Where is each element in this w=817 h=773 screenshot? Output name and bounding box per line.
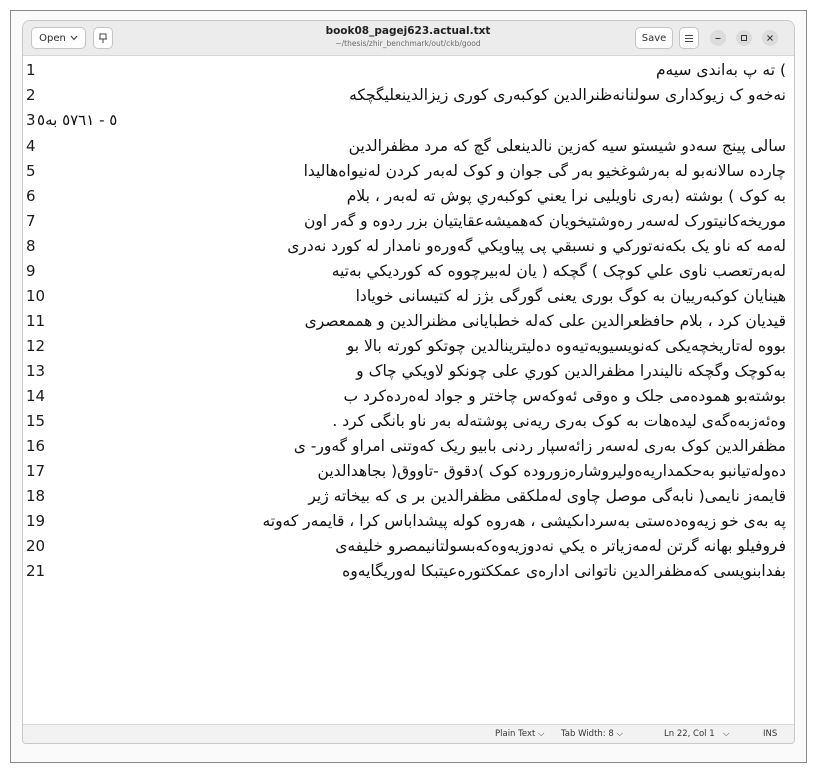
text-line — [23, 83, 794, 108]
line-number: 17 — [26, 462, 46, 480]
line-text: پە بەی خو زيەوەدەستی بەسرداىکيشی ، هەروە کولە پيشداباس کرا ، قايمەر کەوتە — [262, 512, 786, 530]
line-number: 15 — [26, 412, 46, 430]
tab-width-selector[interactable] — [561, 728, 623, 740]
line-number: 14 — [26, 387, 46, 405]
line-number: 18 — [26, 487, 46, 505]
line-text: چاردە سالانەبو لە بەرشوغخيو بەر گی جوان و کوک لەبەر کردن لەنيواەهاليدا — [303, 162, 786, 180]
line-number: 6 — [26, 187, 36, 205]
text-line — [23, 484, 794, 509]
file-path: ~/thesis/zhir_benchmark/out/ckb/good — [335, 39, 481, 48]
text-area[interactable] — [23, 56, 794, 725]
line-number: 9 — [26, 262, 36, 280]
cursor-position[interactable]: Ln 22, Col 1 — [664, 729, 715, 739]
line-text: وەئەزبەەگەی ليدەهات بە کوک بەری ريەنی پوشتەلە بەر ناو بانگی کرد . — [332, 412, 786, 430]
line-text: مظفرالدين کوک بەری لەسەر زائەسپار ردنی بابيو ريک کەوتنی امراو گەور- ی — [293, 437, 786, 455]
line-text: بوشتەبو همودەمی جلک و ەوقی ئەوکەس چاختر و جواد لەەردەکرد ب — [343, 387, 786, 405]
save-button[interactable]: Save — [635, 27, 673, 49]
open-button[interactable] — [31, 27, 86, 49]
text-editor-window — [22, 20, 795, 744]
text-line — [23, 534, 794, 559]
text-line — [23, 459, 794, 484]
chevron-down-icon — [70, 33, 78, 44]
line-text: بووە لەتاريخچەيکی کەنويسيويەتيەوە دەليترينالدين چوتکو کورتە بالا بو — [346, 337, 786, 355]
text-line — [23, 184, 794, 209]
line-text: لەبەرتعصب ناوی علي کوچک ) گچکە ( يان لەبيرچووه کە کورديکي بەتيه — [331, 262, 786, 280]
line-text: لەمە کە ناو يک بکەنەتورکي و نسبقي پی پياويکي گەورەو نامدار لە کورد نەدری — [287, 237, 786, 255]
text-line — [23, 359, 794, 384]
line-number: 2 — [26, 86, 36, 104]
text-line — [23, 58, 794, 83]
line-number: 5 — [26, 162, 36, 180]
text-line — [23, 234, 794, 259]
text-line — [23, 409, 794, 434]
text-line — [23, 509, 794, 534]
line-text: بە کوک ) بوشته (بەری ناويليی نرا يعني کوکبەري پوش تە لەبەر ، بلام — [346, 187, 786, 205]
text-line — [23, 159, 794, 184]
text-line — [23, 309, 794, 334]
chevron-down-icon[interactable]: ⌵ — [723, 729, 730, 739]
text-line — [23, 209, 794, 234]
line-text: فروفيلو بهانە گرتن لەمەزياتر ە يکي نەدوزيەوەکەبسولتانيمصرو خليفەی — [335, 537, 786, 555]
text-line — [23, 559, 794, 584]
text-line — [23, 384, 794, 409]
line-number: 4 — [26, 137, 36, 155]
window-title — [243, 25, 573, 49]
language-selector[interactable] — [495, 728, 545, 740]
line-number: 8 — [26, 237, 36, 255]
status-bar — [23, 724, 794, 743]
language-label: Plain Text — [495, 729, 536, 739]
maximize-icon[interactable] — [736, 30, 752, 46]
line-text: نەخەو ک زيوکداری سولنانەظنرالدين کوکبەری کوری زيزالدينعليگچکه — [349, 86, 786, 104]
line-number: 3 — [26, 111, 36, 129]
text-line — [23, 334, 794, 359]
line-number: 12 — [26, 337, 46, 355]
text-line — [23, 434, 794, 459]
line-text: بفدابنويسی کەمظفرالدين ناتوانی ادارەی عمککتورەعيتبکا لەوريگايەوە — [342, 562, 786, 580]
chevron-down-icon: ⌵ — [538, 729, 545, 739]
line-text: ) ته پ بەاندی سيەم — [655, 61, 786, 79]
line-text: قايمەز نايمی( نابەگی موصل چاوی لەملکقی مظفرالدين بر ی کە بيخاتە ژير — [308, 487, 786, 505]
line-number: 21 — [26, 562, 46, 580]
text-line — [23, 284, 794, 309]
header-bar — [23, 21, 794, 56]
hamburger-menu-icon[interactable] — [679, 27, 699, 49]
text-line — [23, 134, 794, 159]
line-text: هينايان کوکبەرييان بە کوگ بوری يعنی گورگی بژز لە کتيسانی خويادا — [355, 287, 786, 305]
line-number: 11 — [26, 312, 46, 330]
insert-mode[interactable]: INS — [763, 729, 778, 739]
line-text: سالی پينج سەدو شيستو سيه کەزين نالدينعلی گچ کە مرد مظفرالدين — [348, 137, 786, 155]
file-name: book08_pagej623.actual.txt — [325, 25, 491, 37]
text-line — [23, 259, 794, 284]
line-number: 13 — [26, 362, 46, 380]
line-number: 20 — [26, 537, 46, 555]
line-number: 1 — [26, 61, 36, 79]
open-button-label: Open — [39, 32, 66, 44]
tab-width-label: Tab Width: 8 — [561, 729, 614, 739]
line-number: 7 — [26, 212, 36, 230]
line-text: دەولەتيانبو بەحکمداريەەوليروشارەزورودە کوک )دقوق -تاووق( بجاهدالدين — [317, 462, 786, 480]
pin-icon[interactable] — [93, 27, 113, 49]
line-number: 19 — [26, 512, 46, 530]
line-number: 16 — [26, 437, 46, 455]
text-line — [23, 108, 794, 133]
chevron-down-icon: ⌵ — [616, 729, 623, 739]
line-number: 10 — [26, 287, 46, 305]
minimize-icon[interactable] — [710, 30, 726, 46]
line-text: ٥ - ٥٧٦١ بە٥ — [37, 111, 118, 129]
line-text: موريخەکانيتورک لەسەر رەوشتيخويان کەهميشەعقايتيان بزر ردوە و گەر اون — [303, 212, 786, 230]
line-text: بەکوچک وگچکە نالیندرا مظفرالدين کوري علی چونکو لاويکي چاک و — [356, 362, 786, 380]
line-text: قيديان کرد ، بلام حافظعرالدين علی کەلە خطبايانی مظنرالدين و هممعصری — [304, 312, 786, 330]
close-icon[interactable] — [762, 30, 778, 46]
